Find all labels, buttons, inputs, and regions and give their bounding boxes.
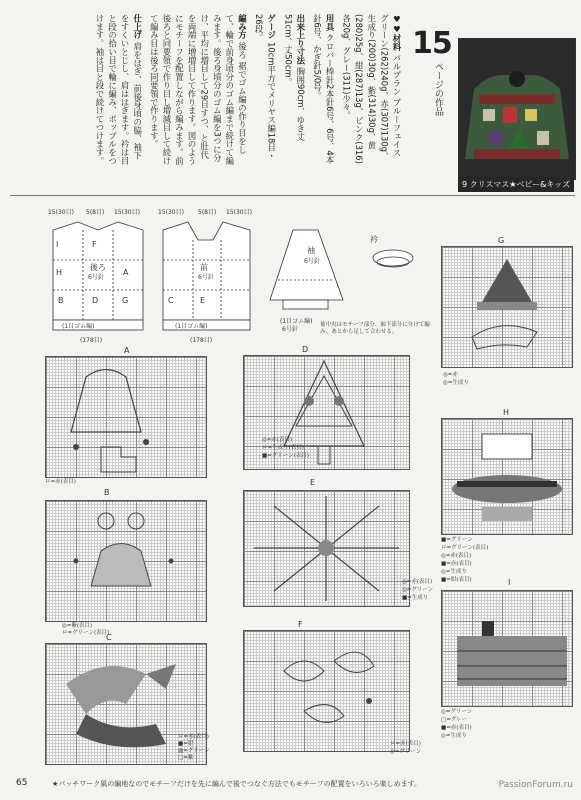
- chart-g-title: G: [498, 236, 505, 245]
- chart-i-legend: ◎=グリーン: [441, 709, 473, 715]
- rib-label: (1目ゴム編): [280, 318, 313, 325]
- width-mark: 15(30目): [48, 209, 74, 216]
- instruction-paragraph: [282, 14, 307, 166]
- sweater-photo: [458, 38, 576, 180]
- instruction-text: 10cm平方でメリヤス編18目・26段。: [254, 14, 277, 161]
- width-mark: 15(30目): [226, 209, 252, 216]
- schematic-section-letter: H: [56, 268, 63, 277]
- chart-h: [441, 418, 573, 535]
- sleeve-label: 袖: [307, 246, 315, 255]
- bottom-mark: (178目): [80, 337, 103, 344]
- chart-h-title: H: [503, 408, 510, 417]
- sleeve-piece: [270, 230, 343, 309]
- instruction-text: 胸囲90cm、ゆき丈51cm、丈50cm。: [283, 14, 306, 142]
- schematic-section-letter: G: [122, 296, 129, 305]
- chart-e-legend: ◎=赤(表目): [402, 579, 433, 585]
- schematic-section-letter: C: [168, 296, 174, 305]
- rib-label: (1目ゴム編): [62, 323, 95, 330]
- sleeve-needle: 6号針: [304, 258, 320, 265]
- chart-f-title: F: [298, 620, 303, 629]
- chart-b-legend: ◎=紫(表目): [62, 623, 93, 629]
- collar-label: 衿: [370, 235, 378, 244]
- width-mark: 5(8目): [86, 209, 105, 216]
- schematic-section-letter: I: [56, 240, 59, 249]
- instruction-paragraph: [311, 14, 336, 166]
- instruction-heading: 用具: [325, 14, 336, 34]
- section-divider: [10, 195, 575, 196]
- collar-piece: [373, 250, 413, 267]
- chart-f-legend: ロ=赤(表目): [390, 741, 421, 747]
- chart-b: [45, 500, 207, 622]
- page-reference-label: ページの作品: [433, 62, 443, 116]
- instruction-text: 肩をはぎ、前後身頃の脇、袖下をすくいとじし、肩ははぎます。衿は目と段の拾い目で輪に編み、ポップルをつけます。袖は目と段で続けてつけます。: [94, 14, 143, 166]
- schematic-section-letter: E: [200, 296, 206, 305]
- chart-h-legend: ■=紺(表目): [441, 577, 472, 583]
- instruction-paragraph: [252, 14, 277, 166]
- chart-h-legend: ロ=グリーン(表目): [441, 545, 489, 551]
- photo-caption: 9 クリスマス★ベビー&キッズ: [458, 177, 574, 192]
- instruction-text: 後ろ 裾でゴム編の作り目をして、輪で前身頃分のゴム編まで続けて編みます。後ろ身頃分のゴム編を3つに分け、平均に増目して29目すつ、と肚代を両端に増増目して作ります。図のようにモチーフを配置しながら編みます。前 後ろと同要領で作り目し増減目して続けて編み目は後ろ同要領で作ります。: [149, 14, 248, 166]
- width-mark: 15(30目): [114, 209, 140, 216]
- chart-i-legend: □=グレー: [441, 717, 468, 723]
- footer-note: ★パッチワーク風の編地なのでモチーフだけを先に編んで後でつなぐ方法でもモチーフの配置をいろいろ楽しめます。: [52, 780, 422, 788]
- instruction-heading: 仕上げ: [132, 14, 143, 43]
- chart-g-legend: ◎=生成り: [443, 380, 469, 386]
- chart-b-legend: ロ=グリーン(表目): [62, 630, 110, 636]
- chart-g-legend: ◎=赤: [443, 372, 458, 378]
- chart-i-title: I: [508, 578, 511, 587]
- width-mark: 5(8目): [198, 209, 217, 216]
- instruction-paragraph: [340, 14, 403, 166]
- front-needle: 6号針: [198, 274, 214, 281]
- chart-d-title: D: [302, 345, 309, 354]
- back-label: 後ろ: [90, 263, 106, 272]
- chart-h-legend: ◎=赤(表目): [441, 553, 472, 559]
- instruction-text: クロバー棒針2本針6号、6号、4本針6号、かぎ針5/0号。: [312, 14, 336, 165]
- instruction-paragraph: [148, 14, 249, 166]
- back-needle: 6号針: [88, 274, 104, 281]
- chart-c-legend: ▨=グリーン: [178, 748, 210, 754]
- chart-c-title: C: [106, 633, 112, 642]
- chart-e-legend: ■=生成り: [402, 595, 429, 601]
- sleeve-note: 袖中央はモチーフ部分、袖下部分に分けて編み、あとから足して合わせる。: [320, 322, 430, 335]
- schematic-section-letter: F: [92, 240, 97, 249]
- instruction-heading: ♥♥材料: [392, 14, 402, 54]
- instruction-heading: 出来上り寸法: [295, 14, 306, 68]
- chart-i-legend: ◎=生成り: [441, 733, 467, 739]
- instruction-text: パルプラン ブルーフェイス グリーン(262)240g、赤(307)130g、生成り(200)30g、紫(314)30g、黄(280)25g、紺(287)13g、ピンク(316)各20g、グレー(311)少々。: [341, 14, 402, 164]
- instruction-paragraph: [93, 14, 143, 166]
- watermark: PassionForum.ru: [498, 780, 573, 790]
- needle-note: 6号針: [282, 326, 298, 333]
- rib-label: (1目ゴム編): [175, 323, 208, 330]
- width-mark: 15(30目): [158, 209, 184, 216]
- instructions-block: [23, 14, 403, 166]
- chart-c-legend: □=紫: [178, 755, 194, 761]
- chart-d-legend: ロ=生成り(表目): [262, 445, 304, 451]
- project-number: 15: [412, 26, 452, 61]
- schematic-section-letter: D: [92, 296, 99, 305]
- front-label: 前: [200, 263, 208, 272]
- chart-i: [441, 590, 573, 707]
- chart-h-legend: ■=赤(表目): [441, 561, 472, 567]
- schematic-section-letter: A: [123, 268, 129, 277]
- chart-f: [243, 630, 410, 752]
- bottom-mark: (178目): [190, 337, 213, 344]
- instruction-heading: ゲージ: [266, 14, 277, 43]
- chart-b-title: B: [104, 488, 110, 497]
- chart-d-legend: ◎=赤(表目): [262, 437, 293, 443]
- chart-g: [441, 246, 573, 368]
- chart-h-legend: ◎=生成り: [441, 569, 467, 575]
- page-number: 65: [16, 778, 28, 788]
- chart-e: [243, 490, 410, 607]
- chart-e-legend: ◎=グリーン: [402, 587, 434, 593]
- chart-h-legend: ■=グリーン: [441, 537, 473, 543]
- chart-a-legend: ロ=赤(表目): [45, 479, 76, 485]
- chart-f-legend: ◎=グリーン: [390, 749, 422, 755]
- schematic-section-letter: B: [58, 296, 64, 305]
- chart-c-legend: ■=紺: [178, 741, 194, 747]
- chart-c-legend: ロ=赤(表目): [178, 734, 209, 740]
- chart-a: [45, 356, 207, 478]
- chart-e-title: E: [310, 478, 316, 487]
- chart-i-legend: ■=赤(表目): [441, 725, 472, 731]
- chart-a-title: A: [124, 346, 130, 355]
- instruction-heading: 編み方: [237, 14, 248, 43]
- chart-d-legend: ■=グリーン(表目): [262, 453, 309, 459]
